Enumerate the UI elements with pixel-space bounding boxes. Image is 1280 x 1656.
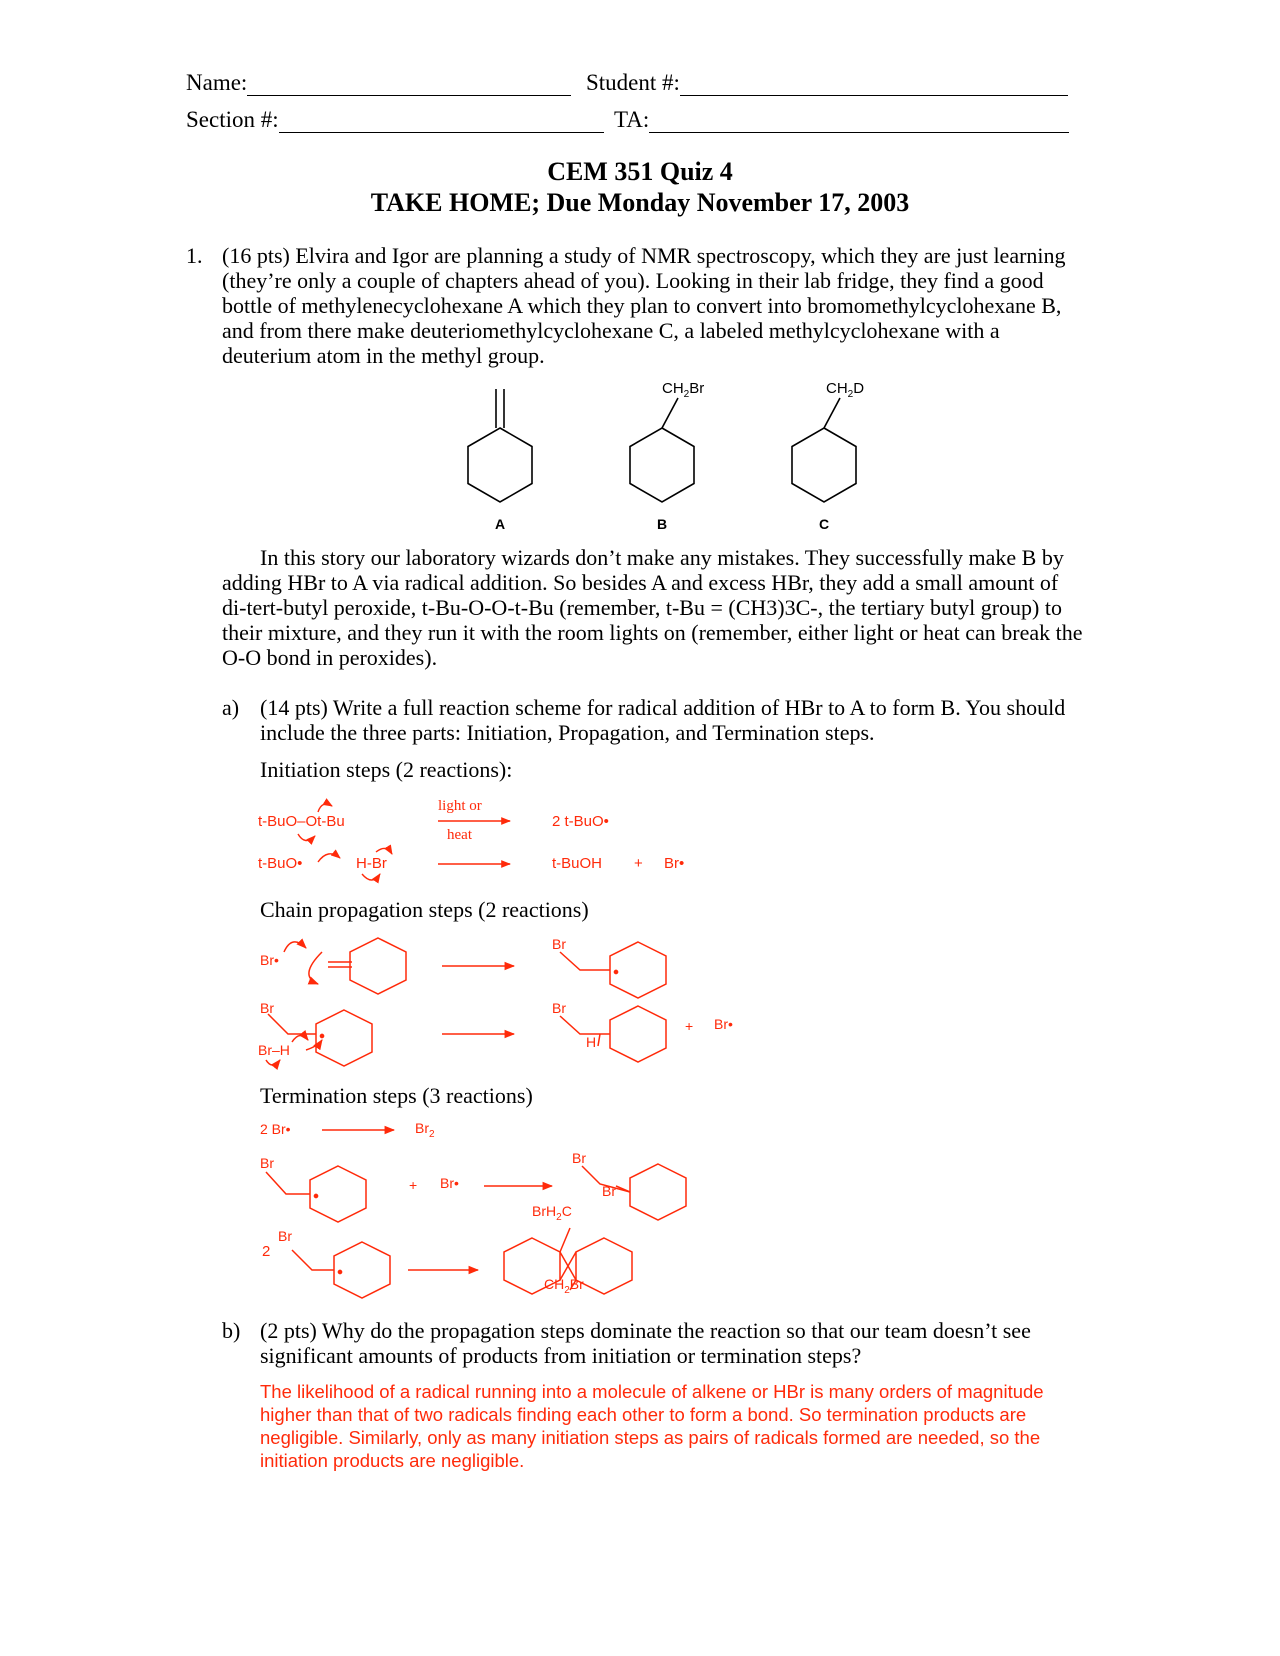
prop1-product-ring [610, 942, 666, 998]
term3-top-substituent: BrH$_2$C [532, 1203, 572, 1223]
part-b-label: b) [222, 1318, 241, 1343]
propagation-heading: Chain propagation steps (2 reactions) [260, 897, 589, 922]
term3-br: Br [278, 1228, 292, 1244]
prop2-hbr: Br–H [258, 1042, 290, 1058]
init2-product1: t-BuOH [552, 855, 603, 872]
structure-B [630, 398, 694, 502]
prop2-br: Br [260, 1000, 274, 1016]
label-B: B [657, 516, 668, 532]
prop1-cyclohexane [350, 938, 406, 994]
part-b-text: (2 pts) Why do the propagation steps dominate the reaction so that our team doesn’t see significant amounts of products from initiation or termination steps? [260, 1318, 1031, 1368]
init1-product: 2 t-BuO• [552, 813, 609, 830]
C-substituent: $CH_2D$ [826, 380, 865, 400]
name-label: Name: [186, 70, 248, 95]
init1-condition-above: light or [438, 798, 482, 814]
propagation-step-2 [266, 1006, 666, 1066]
init2-reactant1: t-BuO• [258, 855, 303, 872]
part-b-answer: The likelihood of a radical running into a molecule of alkene or HBr is many orders of magnitude higher than that of two radicals finding each other to form a bond. So termination products are negligible. Similarly, only as many initiation steps as pairs of radicals formed are needed, so the initiation products are negligible. [260, 1381, 1044, 1471]
init1-condition-below: heat [447, 827, 472, 843]
term3-bottom-substituent: $CH_2Br$ [544, 1276, 584, 1296]
prop1-br-radical: Br• [260, 952, 279, 968]
term2-br: Br [260, 1155, 274, 1171]
B-substituent: $CH_2Br$ [662, 380, 705, 400]
term1-reactant: 2 Br• [260, 1121, 291, 1137]
init2-product2: Br• [664, 855, 685, 872]
prop2-product-br: Br [552, 1000, 566, 1016]
label-C: C [819, 516, 830, 532]
prop2-product-ring [610, 1006, 666, 1062]
term2-br-radical: Br• [440, 1175, 459, 1191]
story-paragraph: In this story our laboratory wizards don’t make any mistakes. They successfully make B by adding HBr to A via radical addition. So besides A and excess HBr, they add a small amount of di-tert-butyl peroxide, t-Bu-O-O-t-Bu (remember, t-Bu = (CH3)3C-, the tertiary butyl group) to their mixture, and they run it with the room lights on (remember, either light or heat can break the O-O bond in peroxides). [222, 545, 1083, 670]
term2-product-br1: Br [572, 1150, 586, 1166]
student-number-label: Student #: [586, 70, 680, 95]
initiation-scheme [298, 804, 510, 880]
prop1-product-br: Br [552, 936, 566, 952]
propagation-step-1 [284, 938, 666, 998]
term1-product: $Br_2$ [415, 1120, 435, 1140]
initiation-heading: Initiation steps (2 reactions): [260, 757, 513, 782]
prop2-br-radical: Br• [714, 1016, 733, 1032]
quiz-title: CEM 351 Quiz 4 [547, 157, 733, 186]
quiz-subtitle: TAKE HOME; Due Monday November 17, 2003 [370, 188, 910, 217]
part-a-text: (14 pts) Write a full reaction scheme for radical addition of HBr to A to form B. You should include the three parts: Initiation, Propagation, and Termination steps. [260, 695, 1066, 745]
label-A: A [495, 516, 506, 532]
term2-product-br2: Br [602, 1183, 616, 1199]
ta-label: TA: [614, 107, 650, 132]
question-number: 1. [186, 243, 203, 268]
question-intro: (16 pts) Elvira and Igor are planning a study of NMR spectroscopy, which they are just learning (they’re only a couple of chapters ahead of you). Looking in their lab fridge, they find a good bottle of methylenecyclohexane A which they plan to convert into bromomethylcyclohexane B, and from there make deuteriomethylcyclohexane C, a labeled methylcyclohexane with a deuterium atom in the methyl group. [222, 243, 1066, 368]
section-label: Section #: [186, 107, 279, 132]
part-a-label: a) [222, 695, 240, 720]
prop2-plus: + [685, 1018, 694, 1034]
init2-reactant2: H-Br [356, 855, 387, 872]
init2-plus: + [634, 855, 643, 872]
term3-coefficient: 2 [262, 1243, 271, 1260]
termination-step-2 [266, 1164, 686, 1222]
structure-C [792, 398, 856, 502]
term2-plus: + [409, 1177, 418, 1193]
init1-reactant: t-BuO–Ot-Bu [258, 813, 345, 830]
structure-A [468, 389, 532, 502]
termination-heading: Termination steps (3 reactions) [260, 1083, 533, 1108]
termination-step-3 [292, 1228, 632, 1298]
prop2-product-h: H [586, 1034, 597, 1050]
